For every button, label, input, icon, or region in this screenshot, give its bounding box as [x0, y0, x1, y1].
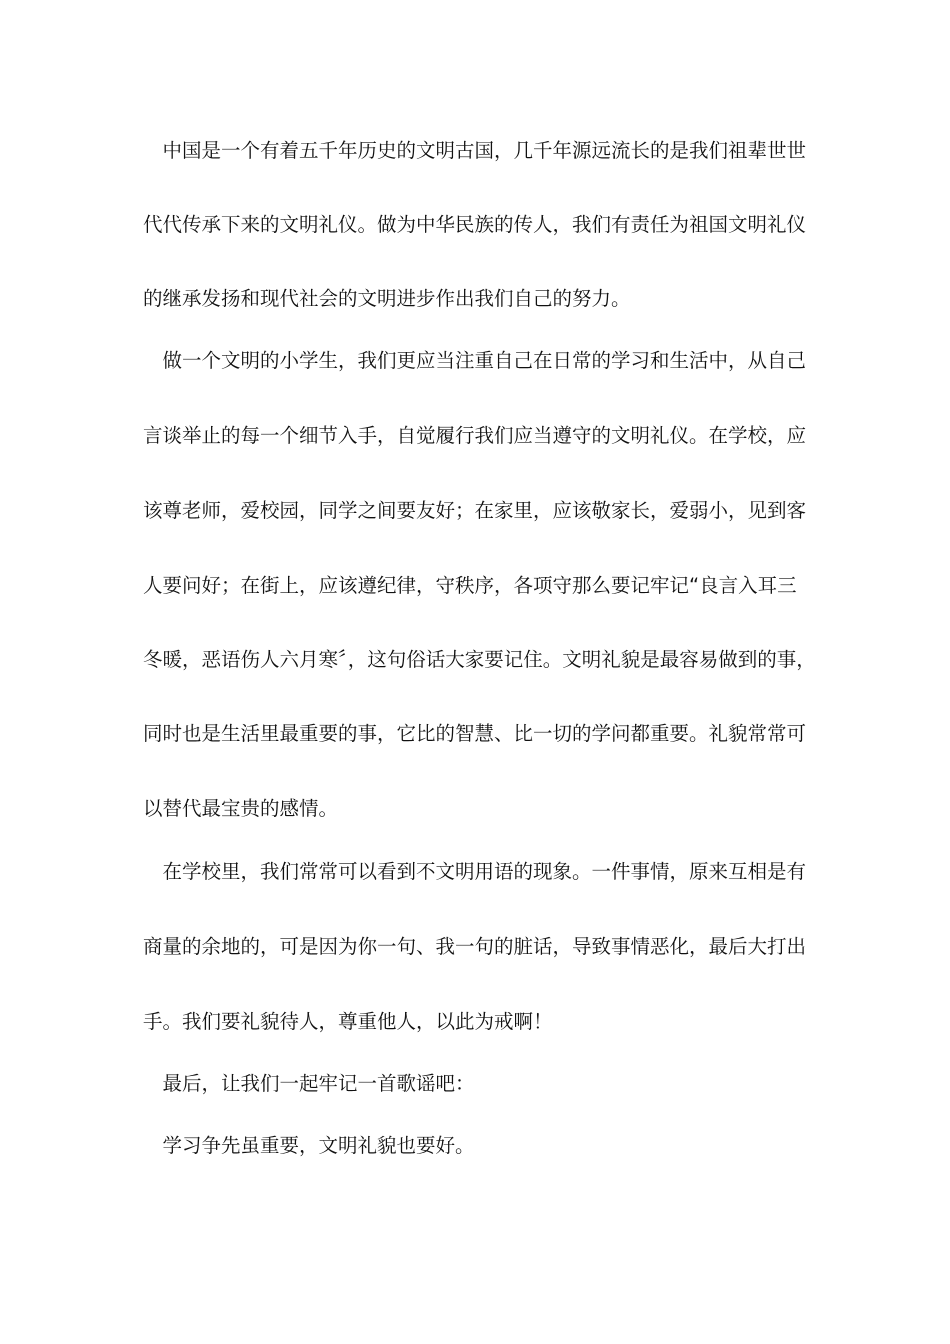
text-line-5: 言谈举止的每一个细节入手，自觉履行我们应当遵守的文明礼仪。在学校，应 [143, 424, 807, 447]
text-line-9: 同时也是生活里最重要的事，它比的智慧、比一切的学问都重要。礼貌常常可 [143, 722, 807, 745]
text-line-2: 代代传承下来的文明礼仪。做为中华民族的传人，我们有责任为祖国文明礼仪 [143, 213, 807, 236]
text-line-10: 以替代最宝贵的感情。 [143, 797, 339, 820]
text-line-15: 学习争先虽重要，文明礼貌也要好。 [143, 1134, 475, 1157]
text-line-3: 的继承发扬和现代社会的文明进步作出我们自己的努力。 [143, 287, 631, 310]
text-line-8: 冬暖，恶语伤人六月寒〞，这句俗话大家要记住。文明礼貌是最容易做到的事， [143, 648, 816, 671]
text-line-7: 人要问好；在街上，应该遵纪律，守秩序，各项守那么要记牢记“良言入耳三 [143, 574, 797, 597]
text-line-6: 该尊老师，爱校园，同学之间要友好；在家里，应该敬家长，爱弱小，见到客 [143, 499, 807, 522]
text-line-1: 中国是一个有着五千年历史的文明古国，几千年源远流长的是我们祖辈世世 [143, 139, 807, 162]
text-line-14: 最后，让我们一起牢记一首歌谣吧： [143, 1072, 475, 1095]
text-line-4: 做一个文明的小学生，我们更应当注重自己在日常的学习和生活中，从自己 [143, 349, 807, 372]
text-line-13: 手。我们要礼貌待人，尊重他人，以此为戒啊！ [143, 1010, 553, 1033]
text-line-12: 商量的余地的，可是因为你一句、我一句的脏话，导致事情恶化，最后大打出 [143, 935, 807, 958]
text-line-11: 在学校里，我们常常可以看到不文明用语的现象。一件事情，原来互相是有 [143, 860, 807, 883]
